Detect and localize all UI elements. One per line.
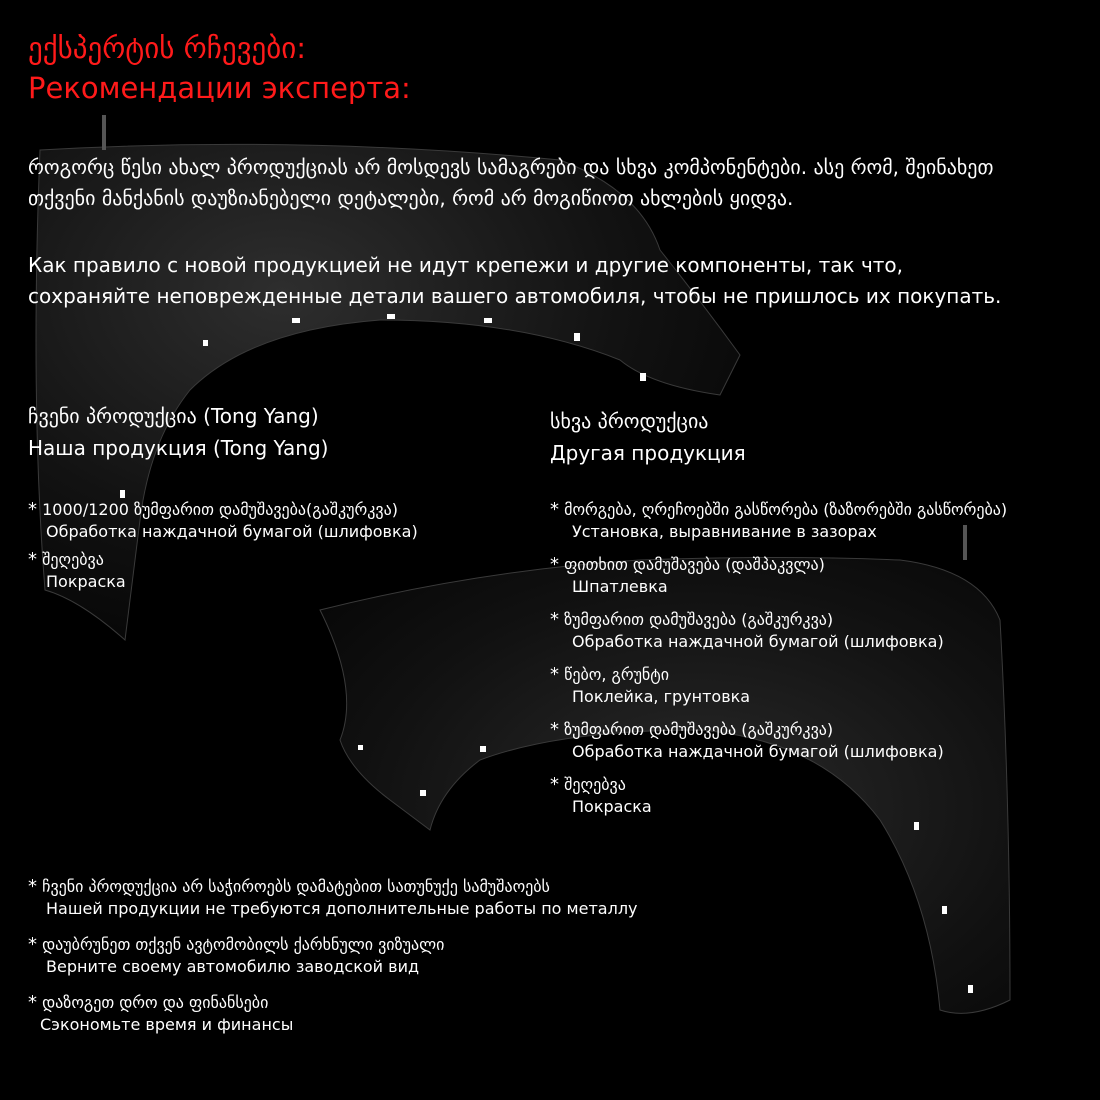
our-product-column [28,400,418,593]
page-title-georgian: ექსპერტის რჩევები: [28,31,306,65]
item-georgian: წებო, გრუნტი [564,665,670,684]
list-item: * მორგება, ღრეჩოებში გასწორება (ზაზორებში გასწორება) Установка, выравнивание в зазорах [550,499,1008,541]
other-product-heading-russian: Другая продукция [550,441,746,465]
list-item: * შეღებვა Покраска [550,774,1007,818]
item-russian: Обработка наждачной бумагой (шлифовка) [572,742,944,761]
benefit-russian: Верните своему автомобилю заводской вид [46,957,420,976]
intro-text-georgian: როგორც წესი ახალ პროდუქციას არ მოსდევს სამაგრები და სხვა კომპონენტები. ასე რომ, შეინახეთ თქვენი მანქანის დაუზიანებელი დეტალები, რომ არ მოგიწიოთ ახლების ყიდვა. [28,155,994,210]
item-georgian: ზუმფარით დამუშავება (გაშკურკვა) [564,610,834,629]
list-item: * დაუბრუნეთ თქვენ ავტომობილს ქარხნული ვიზუალი Верните своему автомобилю заводской вид [28,934,638,978]
intro-text-russian: Как правило с новой продукцией не идут крепежи и другие компоненты, так что, сохраняйте неповрежденные детали вашего автомобиля, чтобы не пришлось их покупать. [28,253,1002,308]
list-item: * შეღებვა Покраска [28,549,418,593]
list-item: * 1000/1200 ზუმფარით დამუშავება(გაშკურკვა) Обработка наждачной бумагой (шлифовка) [28,499,418,541]
item-russian: Установка, выравнивание в зазорах [572,522,877,541]
our-product-heading-georgian: ჩვენი პროდუქცია (Tong Yang) [28,404,319,428]
benefit-russian: Сэкономьте время и финансы [40,1015,294,1034]
list-item: * ზუმფარით დამუშავება (გაშკურკვა) Обработка наждачной бумагой (шлифовка) [550,719,1007,763]
item-russian: Обработка наждачной бумагой (шлифовка) [46,522,418,541]
item-georgian: 1000/1200 ზუმფარით დამუშავება(გაშკურკვა) [42,500,398,519]
item-georgian: შეღებვა [564,775,626,794]
list-item: * ზუმფარით დამუშავება (გაშკურკვა) Обработка наждачной бумагой (шлифовка) [550,609,1007,653]
item-russian: Обработка наждачной бумагой (шлифовка) [572,632,944,651]
our-product-heading-russian: Наша продукция (Tong Yang) [28,436,329,460]
item-russian: Покраска [572,797,652,816]
list-item: * ჩვენი პროდუქცია არ საჭიროებს დამატებით სათუნუქე სამუშაოებს Нашей продукции не требуются дополнительные работы по металлу [28,876,638,918]
benefit-georgian: დაუბრუნეთ თქვენ ავტომობილს ქარხნული ვიზუალი [42,935,445,954]
benefit-georgian: ჩვენი პროდუქცია არ საჭიროებს დამატებით სათუნუქე სამუშაოებს [42,877,550,896]
item-russian: Поклейка, грунтовка [572,687,751,706]
other-product-heading-georgian: სხვა პროდუქცია [550,409,709,433]
page-title-russian: Рекомендации эксперта: [28,71,411,105]
other-product-column [550,405,1007,818]
item-georgian: ზუმფარით დამუშავება (გაშკურკვა) [564,720,834,739]
item-russian: Шпатлевка [572,577,668,596]
benefit-russian: Нашей продукции не требуются дополнительные работы по металлу [46,899,638,918]
list-item: * დაზოგეთ დრო და ფინანსები Сэкономьте время и финансы [28,992,638,1036]
list-item: * ფითხით დამუშავება (დაშპაკვლა) Шпатлевка [550,554,1007,598]
item-georgian: მორგება, ღრეჩოებში გასწორება (ზაზორებში გასწორება) [564,500,1008,519]
item-russian: Покраска [46,572,126,591]
benefits-list [28,876,638,1036]
list-item: * წებო, გრუნტი Поклейка, грунтовка [550,664,1007,708]
item-georgian: შეღებვა [42,550,104,569]
item-georgian: ფითხით დამუშავება (დაშპაკვლა) [564,555,825,574]
benefit-georgian: დაზოგეთ დრო და ფინანსები [42,993,269,1012]
